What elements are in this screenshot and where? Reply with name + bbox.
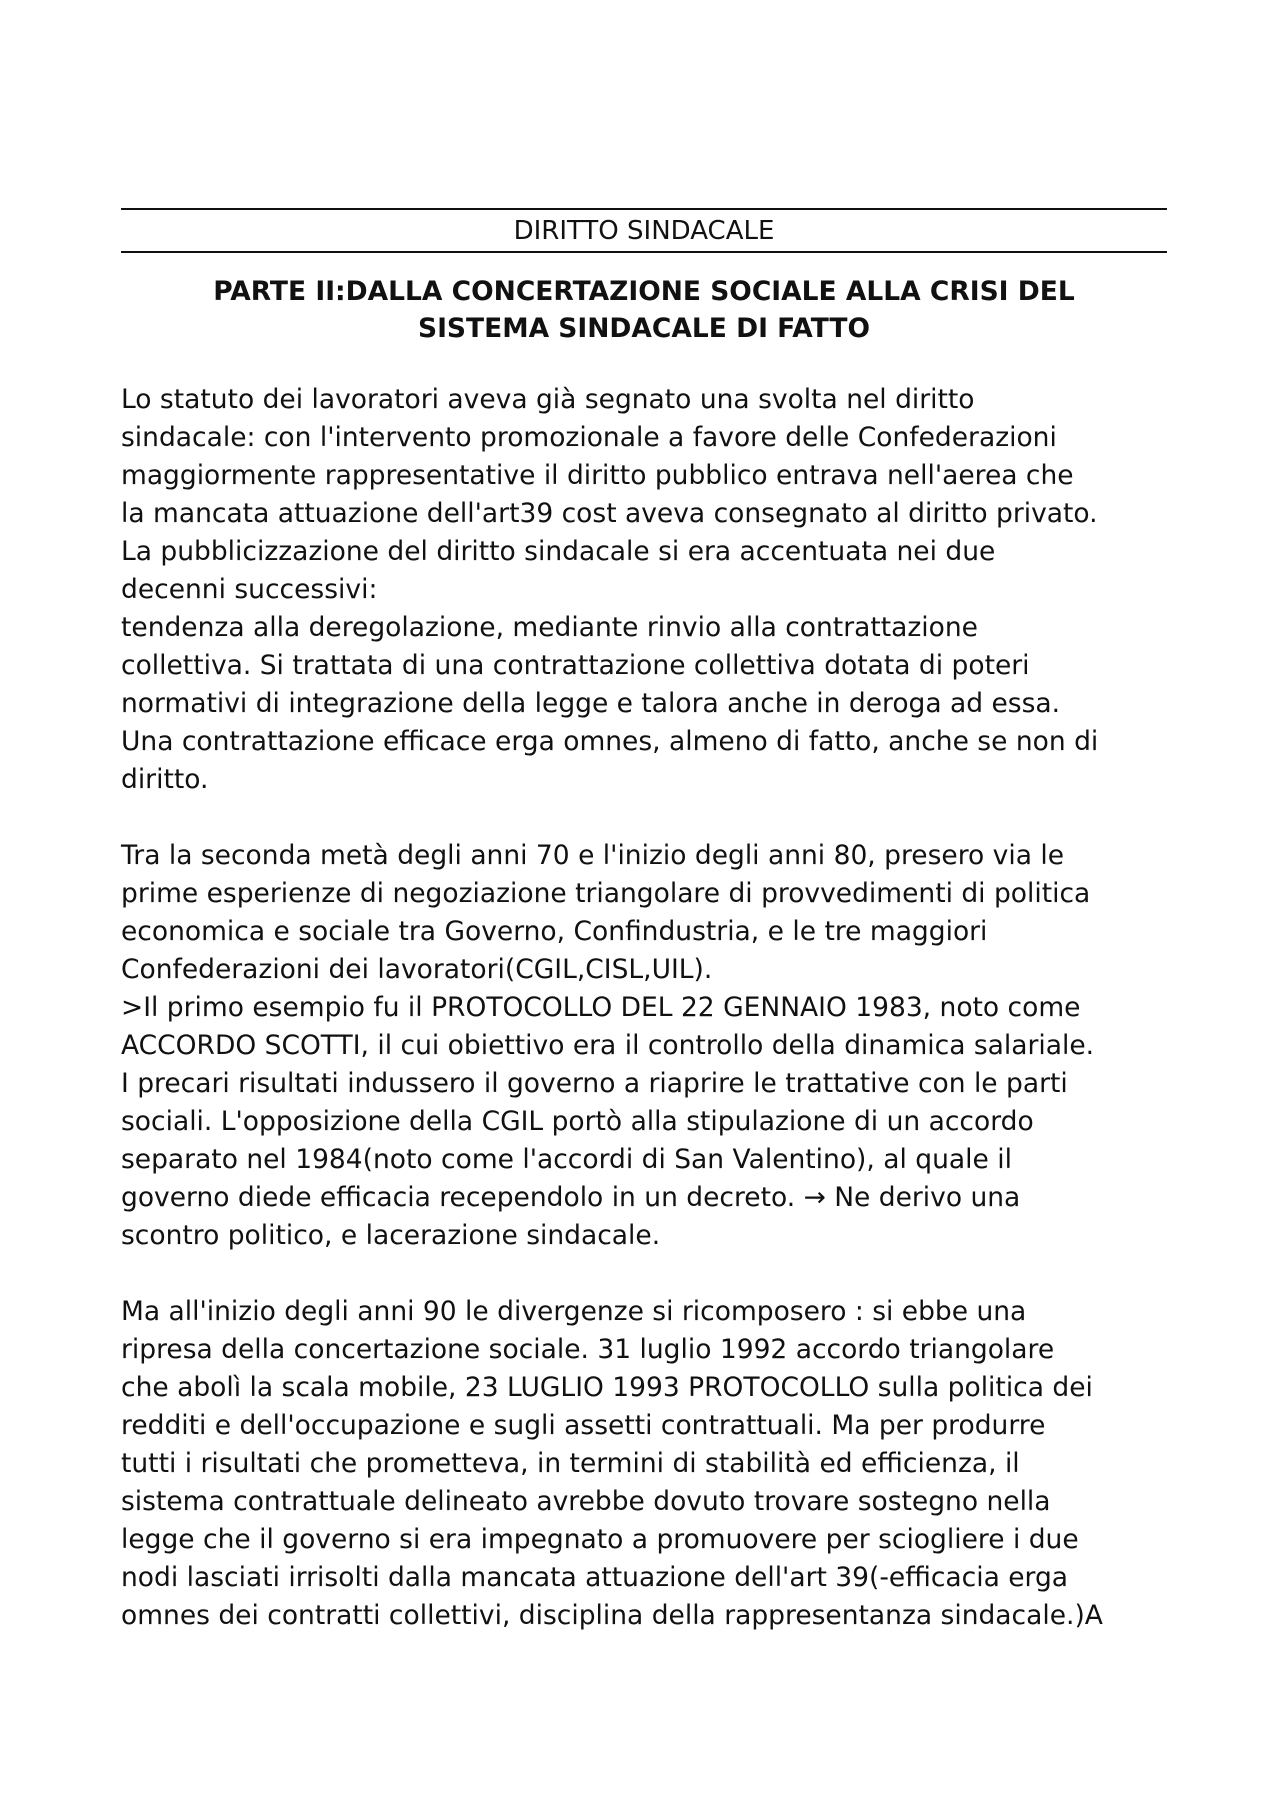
paragraph-line: maggiormente rappresentative il diritto pubblico entrava nell'aerea che [121,460,1074,491]
paragraph-line: ripresa della concertazione sociale. 31 luglio 1992 accordo triangolare [121,1334,1055,1365]
paragraph-line: collettiva. Si trattata di una contrattazione collettiva dotata di poteri [121,650,1030,681]
section-heading [121,273,1167,347]
paragraph-gap [121,799,1167,837]
paragraph-line: omnes dei contratti collettivi, disciplina della rappresentanza sindacale.)A [121,1600,1103,1631]
paragraph-line: legge che il governo si era impegnato a promuovere per sciogliere i due [121,1524,1079,1555]
paragraph-line: separato nel 1984(noto come l'accordi di San Valentino), al quale il [121,1144,1012,1175]
paragraph-line: la mancata attuazione dell'art39 cost aveva consegnato al diritto privato. [121,498,1098,529]
paragraph-line: ACCORDO SCOTTI, il cui obiettivo era il controllo della dinamica salariale. [121,1030,1095,1061]
paragraph-line: normativi di integrazione della legge e talora anche in deroga ad essa. [121,688,1061,719]
paragraph-line: sistema contrattuale delineato avrebbe dovuto trovare sostegno nella [121,1486,1051,1517]
header-top-rule [121,208,1167,210]
paragraph-line: I precari risultati indussero il governo a riaprire le trattative con le parti [121,1068,1068,1099]
paragraph-gap [121,1255,1167,1293]
paragraph-line: scontro politico, e lacerazione sindacale. [121,1220,661,1251]
paragraph-line: Una contrattazione efficace erga omnes, almeno di fatto, anche se non di [121,726,1099,757]
document-header-title: DIRITTO SINDACALE [513,216,775,246]
paragraph-line: sindacale: con l'intervento promozionale a favore delle Confederazioni [121,422,1057,453]
section-heading-line-2: SISTEMA SINDACALE DI FATTO [417,313,870,344]
document-page [121,208,1167,1635]
paragraph-line: Ma all'inizio degli anni 90 le divergenze si ricomposero : si ebbe una [121,1296,1027,1327]
paragraph [121,1293,1167,1635]
paragraph-line: tendenza alla deregolazione, mediante rinvio alla contrattazione [121,612,978,643]
paragraph-line: >Il primo esempio fu il PROTOCOLLO DEL 22 GENNAIO 1983, noto come [121,992,1081,1023]
paragraph-line: prime esperienze di negoziazione triangolare di provvedimenti di politica [121,878,1091,909]
paragraph-line: sociali. L'opposizione della CGIL portò alla stipulazione di un accordo [121,1106,1034,1137]
header-bottom-rule [121,251,1167,253]
paragraph-line: Confederazioni dei lavoratori(CGIL,CISL,UIL). [121,954,713,985]
paragraph-line: nodi lasciati irrisolti dalla mancata attuazione dell'art 39(-efficacia erga [121,1562,1069,1593]
paragraph-line: tutti i risultati che prometteva, in termini di stabilità ed efficienza, il [121,1448,1020,1479]
section-heading-line-1: PARTE II:DALLA CONCERTAZIONE SOCIALE ALLA CRISI DEL [213,276,1075,307]
paragraph-line: governo diede efficacia recependolo in un decreto. → Ne derivo una [121,1182,1021,1213]
paragraph-line: diritto. [121,764,209,795]
paragraph [121,381,1167,799]
paragraph [121,837,1167,1255]
paragraph-line: redditi e dell'occupazione e sugli assetti contrattuali. Ma per produrre [121,1410,1046,1441]
body-text [121,381,1167,1635]
paragraph-line: decenni successivi: [121,574,378,605]
paragraph-line: Tra la seconda metà degli anni 70 e l'inizio degli anni 80, presero via le [121,840,1065,871]
paragraph-line: economica e sociale tra Governo, Confindustria, e le tre maggiori [121,916,988,947]
paragraph-line: che abolì la scala mobile, 23 LUGLIO 1993 PROTOCOLLO sulla politica dei [121,1372,1093,1403]
paragraph-line: Lo statuto dei lavoratori aveva già segnato una svolta nel diritto [121,384,975,415]
paragraph-line: La pubblicizzazione del diritto sindacale si era accentuata nei due [121,536,996,567]
